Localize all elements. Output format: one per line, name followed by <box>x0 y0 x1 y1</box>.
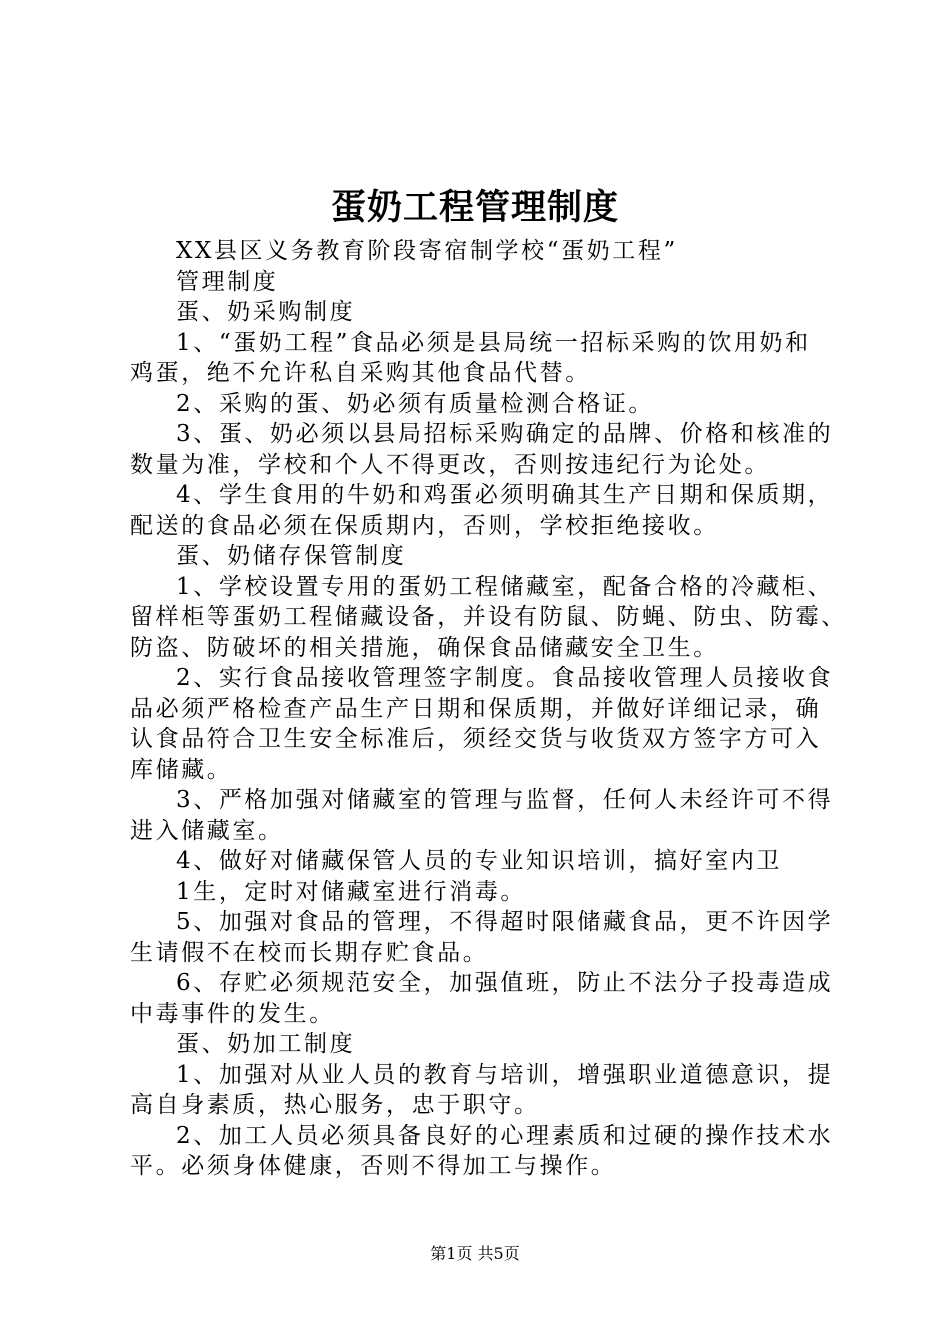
text-line: 2、加工人员必须具备良好的心理素质和过硬的操作技术水 <box>176 1122 834 1149</box>
text-line: 留样柜等蛋奶工程储藏设备，并设有防鼠、防蝇、防虫、防霉、 <box>130 604 847 630</box>
text-line: 蛋、奶采购制度 <box>176 299 356 325</box>
text-line: 3、严格加强对储藏室的管理与监督，任何人未经许可不得 <box>176 787 834 813</box>
text-line: XX县区义务教育阶段寄宿制学校“蛋奶工程” <box>176 238 678 264</box>
text-line: 认食品符合卫生安全标准后，须经交货与收货双方签字方可入 <box>130 726 822 752</box>
text-line: 配送的食品必须在保质期内，否则，学校拒绝接收。 <box>130 512 719 539</box>
text-line: 品必须严格检查产品生产日期和保质期，并做好详细记录，确 <box>130 695 822 722</box>
text-line: 1、加强对从业人员的教育与培训，增强职业道德意识，提 <box>176 1061 834 1088</box>
text-line: 高自身素质，热心服务，忠于职守。 <box>130 1092 540 1118</box>
document-title: 蛋奶工程管理制度 <box>330 187 619 228</box>
page-footer: 第1页 共5页 <box>430 1244 520 1263</box>
text-line: 蛋、奶储存保管制度 <box>176 543 407 569</box>
text-line: 3、蛋、奶必须以县局招标采购确定的品牌、价格和核准的 <box>176 421 834 447</box>
text-line: 4、做好对储藏保管人员的专业知识培训，搞好室内卫 <box>176 848 783 874</box>
text-line: 管理制度 <box>176 268 279 295</box>
text-line: 防盗、防破坏的相关措施，确保食品储藏安全卫生。 <box>130 634 719 661</box>
text-line: 4、学生食用的牛奶和鸡蛋必须明确其生产日期和保质期， <box>176 482 834 508</box>
text-line: 鸡蛋，绝不允许私自采购其他食品代替。 <box>130 360 591 386</box>
text-line: 进入储藏室。 <box>130 817 284 844</box>
text-line: 生请假不在校而长期存贮食品。 <box>130 939 489 966</box>
text-line: 中毒事件的发生。 <box>130 1000 335 1027</box>
text-line: 1、“蛋奶工程”食品必须是县局统一招标采购的饮用奶和 <box>176 329 811 356</box>
text-line: 平。必须身体健康，否则不得加工与操作。 <box>130 1153 617 1179</box>
text-line: 库储藏。 <box>130 756 233 783</box>
text-line: 1生，定时对储藏室进行消毒。 <box>176 878 527 905</box>
text-line: 蛋、奶加工制度 <box>176 1031 356 1057</box>
text-line: 6、存贮必须规范安全，加强值班，防止不法分子投毒造成 <box>176 970 834 996</box>
text-line: 数量为准，学校和个人不得更改，否则按违纪行为论处。 <box>130 451 770 478</box>
text-line: 2、实行食品接收管理签字制度。食品接收管理人员接收食 <box>176 665 834 691</box>
text-line: 5、加强对食品的管理，不得超时限储藏食品，更不许因学 <box>176 909 834 935</box>
text-line: 2、采购的蛋、奶必须有质量检测合格证。 <box>176 390 655 417</box>
document-body <box>130 236 847 1182</box>
text-line: 1、学校设置专用的蛋奶工程储藏室，配备合格的冷藏柜、 <box>176 573 834 600</box>
